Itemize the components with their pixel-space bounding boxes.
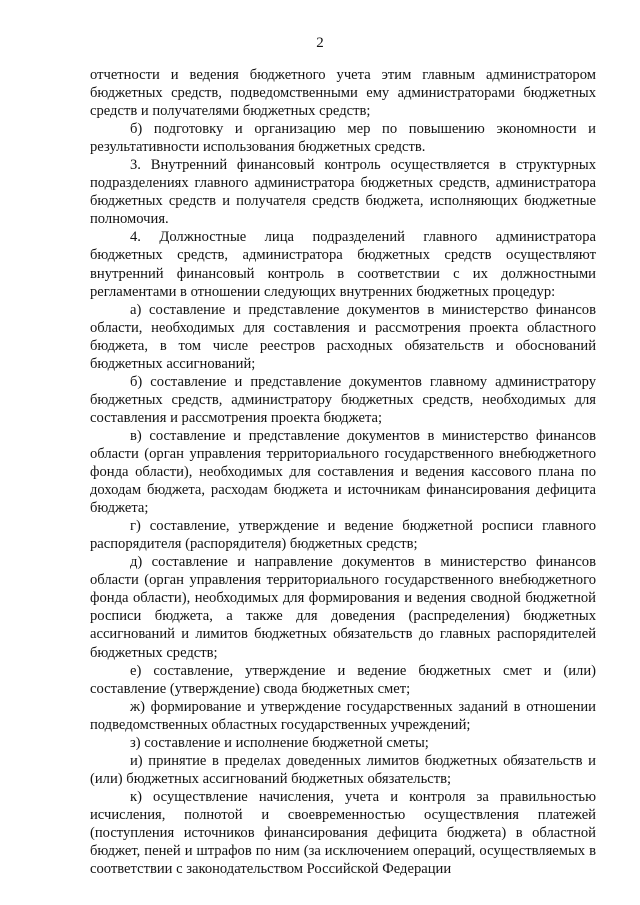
paragraph-item-a: а) составление и представление документов в министерство финансов области, необходимых для составления и рассмотрения проекта областного бюджета, в том числе реестров расходных обязательств и обоснований бюджетных ассигнований; xyxy=(90,301,596,372)
paragraph-item-d: д) составление и направление документов в министерство финансов области (орган управления территориального государственного внебюджетного фонда области), необходимых для формирования и ведения сводной бюджетной росписи бюджета, а также для доведения (распределения) бюджетных ассигнований и лимитов бюджетных обязательств до главных распорядителей бюджетных средств; xyxy=(90,554,596,661)
paragraph-item-b: б) составление и представление документов главному администратору бюджетных средств, администратору бюджетных средств, необходимых для составления и рассмотрения проекта бюджета; xyxy=(90,373,596,426)
paragraph-item-v: в) составление и представление документов в министерство финансов области (орган управления территориального государственного внебюджетного фонда области), необходимых для составления и ведения кассового плана по доходам бюджета, расходам бюджета и источникам финансирования дефицита бюджета; xyxy=(90,427,596,517)
page-number: 2 xyxy=(316,35,324,51)
paragraph-item-zh: ж) формирование и утверждение государственных заданий в отношении подведомственных областных государственных учреждений; xyxy=(90,698,596,733)
paragraph-item-k: к) осуществление начисления, учета и контроля за правильностью исчисления, полнотой и своевременностью осуществления платежей (поступления источников финансирования дефицита бюджета) в областной бюджет, пеней и штрафов по ним (за исключением операций, осуществляемых в соответствии с законодательством Российской Федерации xyxy=(90,788,596,878)
paragraph-clause-4: 4. Должностные лица подразделений главного администратора бюджетных средств, администратора бюджетных средств осуществляют внутренний финансовый контроль в соответствии с их должностными регламентами в отношении следующих внутренних бюджетных процедур: xyxy=(90,229,596,300)
paragraph-continuation: отчетности и ведения бюджетного учета этим главным администратором бюджетных средств, подведомственными ему администраторами бюджетных средств и получателями бюджетных средств; xyxy=(90,67,596,120)
paragraph-item-b-measures: б) подготовку и организацию мер по повышению экономности и результативности использования бюджетных средств. xyxy=(90,121,596,156)
paragraph-item-z: з) составление и исполнение бюджетной сметы; xyxy=(130,734,429,751)
paragraph-item-e: е) составление, утверждение и ведение бюджетных смет и (или) составление (утверждение) свода бюджетных смет; xyxy=(90,662,596,697)
paragraph-item-i: и) принятие в пределах доведенных лимитов бюджетных обязательств и (или) бюджетных ассигнований бюджетных обязательств; xyxy=(90,752,596,787)
paragraph-clause-3: 3. Внутренний финансовый контроль осуществляется в структурных подразделениях главного администратора бюджетных средств, администратора бюджетных средств и получателя средств бюджета, исполняющих бюджетные полномочия. xyxy=(90,157,596,228)
paragraph-item-g: г) составление, утверждение и ведение бюджетной росписи главного распорядителя (распорядителя) бюджетных средств; xyxy=(90,518,596,553)
document-body xyxy=(90,66,596,878)
